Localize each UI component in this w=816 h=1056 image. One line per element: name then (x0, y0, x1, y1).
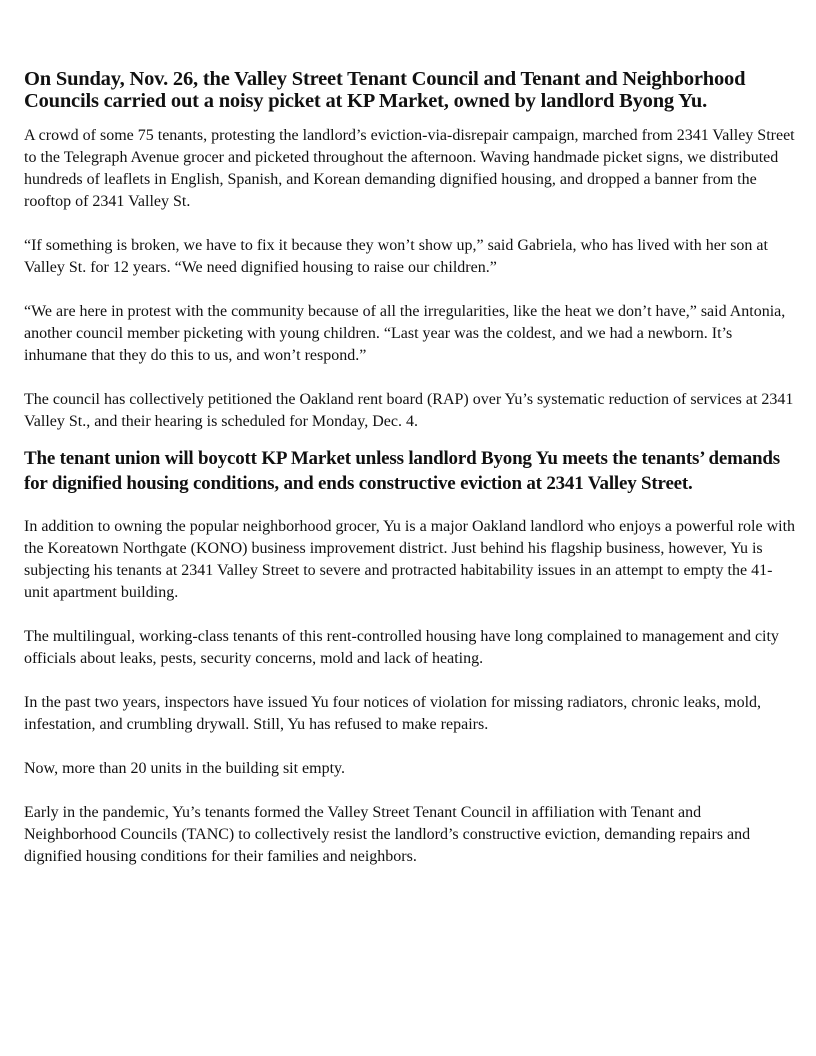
paragraph: Now, more than 20 units in the building sit empty. (24, 760, 346, 777)
paragraph: The multilingual, working-class tenants of this rent-controlled housing have long complained to management and city officials about leaks, pests, security concerns, mold and lack of heating. (24, 628, 779, 667)
paragraph: In the past two years, inspectors have issued Yu four notices of violation for missing radiators, chronic leaks, mold, infestation, and crumbling drywall. Still, Yu has refused to make repairs. (24, 694, 762, 733)
headline: On Sunday, Nov. 26, the Valley Street Tenant Council and Tenant and Neighborhood Councils carried out a noisy picket at KP Market, owned by landlord Byong Yu. (24, 68, 746, 112)
section-boycott-background (24, 516, 796, 868)
paragraph: “If something is broken, we have to fix it because they won’t show up,” said Gabriela, who has lived with her son at Valley St. for 12 years. “We need dignified housing to raise our children.” (24, 237, 768, 276)
paragraph: Early in the pandemic, Yu’s tenants formed the Valley Street Tenant Council in affiliation with Tenant and Neighborhood Councils (TANC) to collectively resist the landlord’s constructive eviction, demanding repairs and dignified housing conditions for their families and neighbors. (24, 804, 751, 865)
paragraph: The council has collectively petitioned the Oakland rent board (RAP) over Yu’s systematic reduction of services at 2341 Valley St., and their hearing is scheduled for Monday, Dec. 4. (24, 391, 794, 430)
article (24, 68, 796, 868)
section-picket-report (24, 125, 796, 433)
paragraph: “We are here in protest with the community because of all the irregularities, like the heat we don’t have,” said Antonia, another council member picketing with young children. “Last year was the coldest, and we had a newborn. It’s inhumane that they do this to us, and won’t respond.” (24, 303, 786, 364)
paragraph: In addition to owning the popular neighborhood grocer, Yu is a major Oakland landlord who enjoys a powerful role with the Koreatown Northgate (KONO) business improvement district. Just behind his flagship business, however, Yu is subjecting his tenants at 2341 Valley Street to severe and protracted habitability issues in an attempt to empty the 41-unit apartment building. (24, 518, 796, 601)
subheadline: The tenant union will boycott KP Market unless landlord Byong Yu meets the tenants’ demands for dignified housing conditions, and ends constructive eviction at 2341 Valley Street. (24, 448, 780, 494)
paragraph: A crowd of some 75 tenants, protesting the landlord’s eviction-via-disrepair campaign, marched from 2341 Valley Street to the Telegraph Avenue grocer and picketed throughout the afternoon. Waving handmade picket signs, we distributed hundreds of leaflets in English, Spanish, and Korean demanding dignified housing, and dropped a banner from the rooftop of 2341 Valley St. (24, 127, 795, 210)
